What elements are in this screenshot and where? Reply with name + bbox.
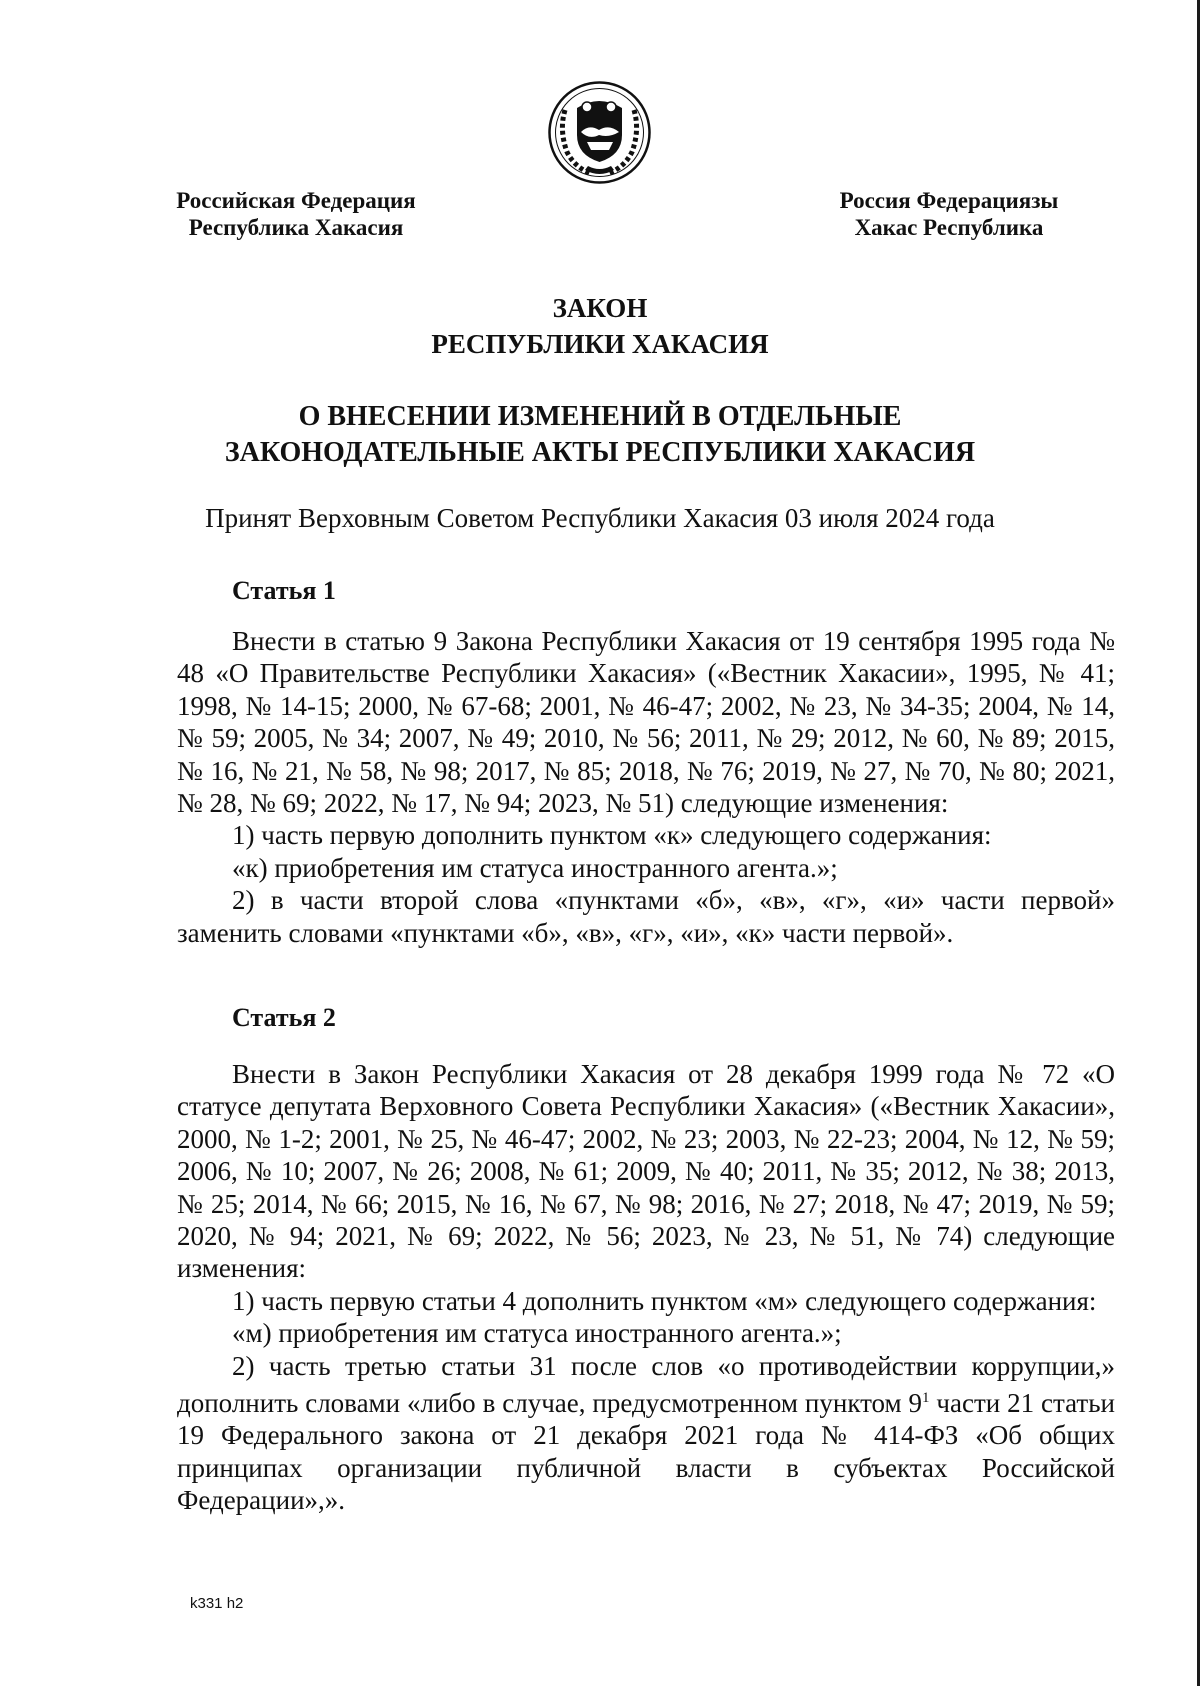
article-2-heading: Статья 2	[232, 1003, 336, 1032]
document-code: k331 h2	[190, 1595, 244, 1612]
header-russian-federation	[162, 187, 430, 241]
article-2-body	[177, 1058, 1115, 1517]
article-1-body	[177, 625, 1115, 949]
article-2-item-1-text: «м) приобретения им статуса иностранного агента.»;	[232, 1318, 842, 1349]
article-2-intro: Внести в Закон Республики Хакасия от 28 декабря 1999 года № 72 «О статусе депутата Верховного Совета Республики Хакасия» («Вестник Хакасии», 2000, № 1-2; 2001, № 25, № 46-47; 2002, № 23; 2003, № 22-23; 2004, № 12, № 59; 2006, № 10; 2007, № 26; 2008, № 61; 2009, № 40; 2011, № 35; 2012, № 38; 2013, № 25; 2014, № 66; 2015, № 16, № 67, № 98; 2016, № 27; 2018, № 47; 2019, № 59; 2020, № 94; 2021, № 69; 2022, № 56; 2023, № 23, № 51, № 74) следующие изменения:	[177, 1059, 1115, 1284]
header-right-line2: Хакас Республика	[854, 215, 1044, 240]
law-subject-line1: О ВНЕСЕНИИ ИЗМЕНЕНИЙ В ОТДЕЛЬНЫЕ	[298, 401, 902, 432]
article-1-item-1-text: «к) приобретения им статуса иностранного агента.»;	[232, 852, 838, 883]
law-subject	[0, 399, 1200, 471]
header-right-line1: Россия Федерациязы	[839, 188, 1059, 213]
article-1-heading: Статья 1	[232, 576, 336, 605]
header-khakas-federation	[833, 187, 1065, 241]
article-2-item-2-part1: 2) часть третью статьи 31 после слов «о противодействии коррупции,» дополнить словами «либо в случае, предусмотренном пунктом 9	[177, 1350, 1115, 1419]
header-left-line2: Республика Хакасия	[188, 215, 404, 240]
adoption-statement: Принят Верховным Советом Республики Хакасия 03 июля 2024 года	[205, 503, 995, 533]
article-1-intro: Внести в статью 9 Закона Республики Хакасия от 19 сентября 1995 года № 48 «О Правительстве Республики Хакасия» («Вестник Хакасии», 1995, № 41; 1998, № 14-15; 2000, № 67-68; 2001, № 46-47; 2002, № 23, № 34-35; 2004, № 14, № 59; 2005, № 34; 2007, № 49; 2010, № 56; 2011, № 29; 2012, № 60, № 89; 2015, № 16, № 21, № 58, № 98; 2017, № 85; 2018, № 76; 2019, № 27, № 70, № 80; 2021, № 28, № 69; 2022, № 17, № 94; 2023, № 51) следующие изменения:	[177, 626, 1115, 819]
article-2-item-2-superscript: 1	[922, 1390, 930, 1407]
law-title-line1: ЗАКОН	[552, 293, 648, 323]
article-2-item-1: 1) часть первую статьи 4 дополнить пунктом «м» следующего содержания:	[232, 1285, 1097, 1316]
header-left-line1: Российская Федерация	[176, 188, 416, 213]
coat-of-arms-icon	[547, 80, 652, 185]
article-1-item-1: 1) часть первую дополнить пунктом «к» следующего содержания:	[232, 820, 992, 851]
article-2-item-2	[177, 1350, 1115, 1517]
article-1-item-2: 2) в части второй слова «пунктами «б», «в», «г», «и» части первой» заменить словами «пунктами «б», «в», «г», «и», «к» части первой».	[177, 885, 1115, 948]
law-subject-line2: ЗАКОНОДАТЕЛЬНЫЕ АКТЫ РЕСПУБЛИКИ ХАКАСИЯ	[224, 437, 976, 468]
law-title-line2: РЕСПУБЛИКИ ХАКАСИЯ	[431, 329, 769, 359]
article-2-item-2-part2: части 21 статьи 19 Федерального закона от 21 декабря 2021 года № 414-ФЗ «Об общих принципах организации публичной власти в субъектах Российской Федерации»,».	[177, 1388, 1115, 1516]
law-title	[0, 290, 1200, 362]
